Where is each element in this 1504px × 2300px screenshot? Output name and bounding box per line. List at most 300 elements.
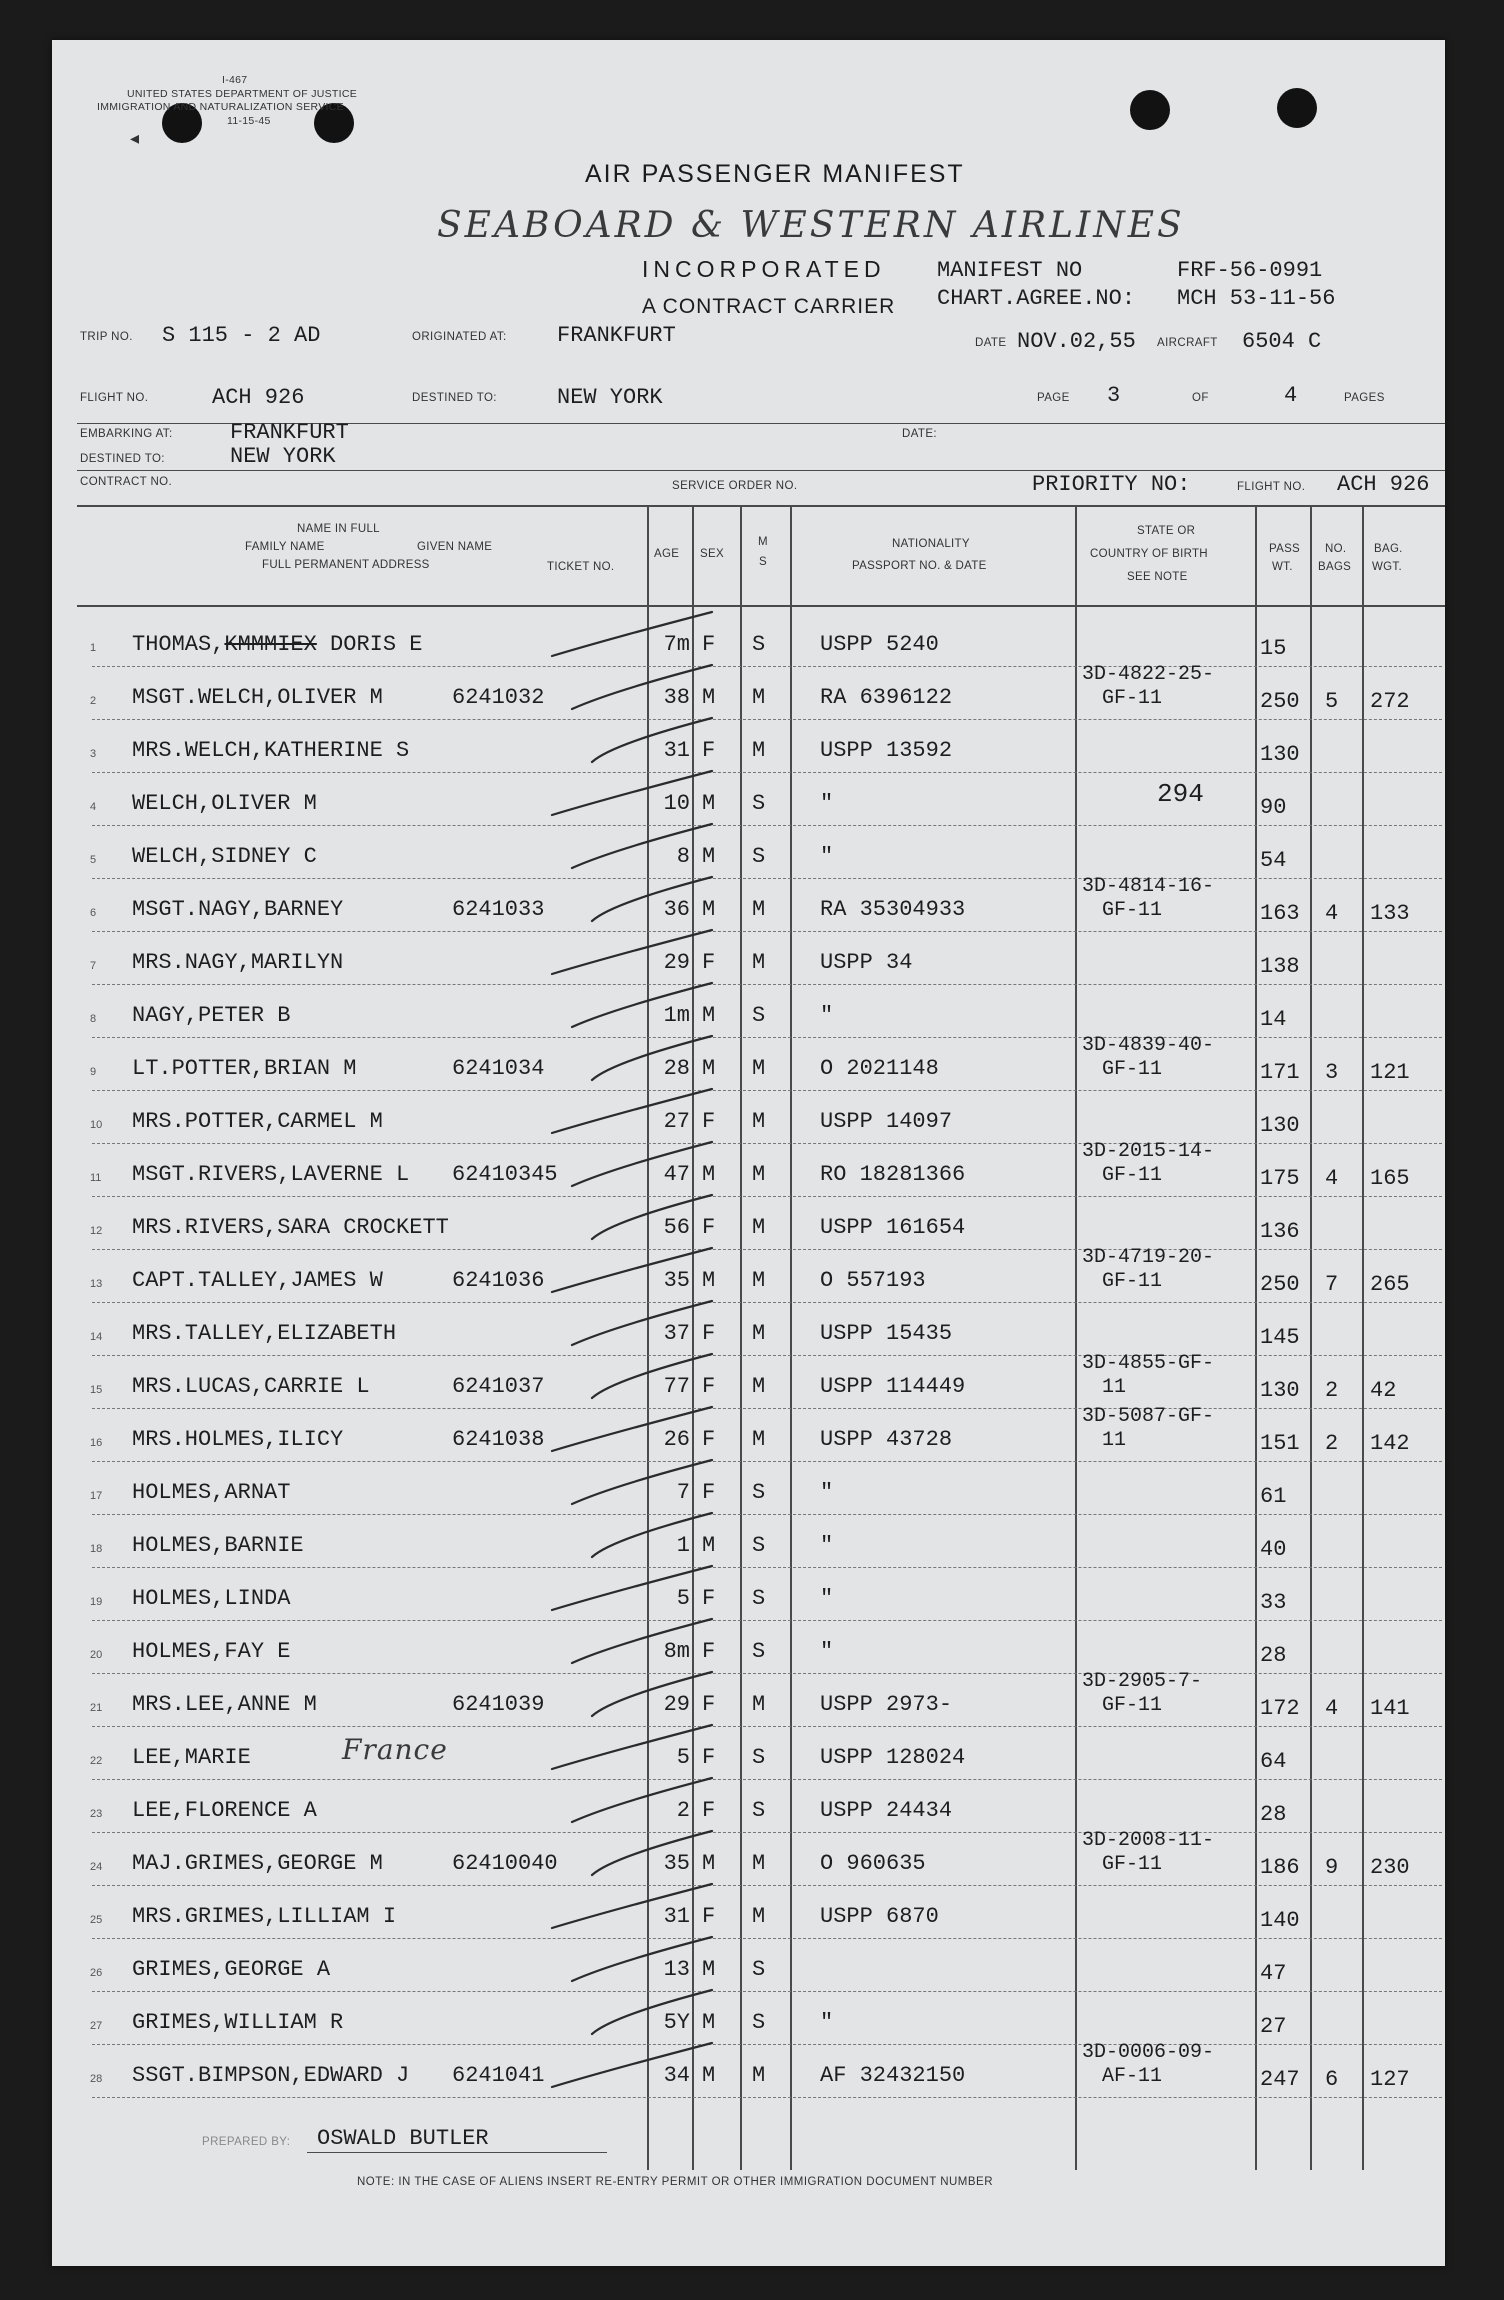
birth-code-2: 11: [1102, 1429, 1127, 1452]
birth-code: 3D-4839-40-: [1082, 1034, 1215, 1057]
aircraft-label: AIRCRAFT: [1157, 337, 1218, 349]
passenger-weight: 54: [1260, 848, 1287, 873]
passenger-sex: M: [702, 897, 716, 922]
marital-status: S: [752, 632, 766, 657]
passenger-weight: 145: [1260, 1325, 1300, 1350]
bag-count: 5: [1325, 689, 1339, 714]
of-value: 4: [1284, 383, 1298, 408]
passenger-age: 5: [676, 1745, 690, 1770]
col-header-bagwgt1: BAG.: [1374, 543, 1403, 555]
row-number: 3: [90, 748, 97, 760]
passport-number: ": [820, 791, 834, 816]
manifest-title: AIR PASSENGER MANIFEST: [585, 160, 965, 188]
agency-line-1: UNITED STATES DEPARTMENT OF JUSTICE: [127, 88, 358, 100]
row-number: 10: [90, 1119, 103, 1131]
bag-count: 4: [1325, 901, 1339, 926]
passenger-age: 7m: [663, 632, 690, 657]
col-header-ms-m: M: [758, 536, 768, 548]
bag-weight: 121: [1370, 1060, 1410, 1085]
contract-no-label: CONTRACT NO.: [80, 476, 173, 488]
passenger-sex: F: [702, 1374, 716, 1399]
passenger-weight: 40: [1260, 1537, 1287, 1562]
passport-number: USPP 5240: [820, 632, 939, 657]
birth-code: 3D-0006-09-: [1082, 2041, 1215, 2064]
birth-code: 3D-4822-25-: [1082, 663, 1215, 686]
col-header-given: GIVEN NAME: [417, 541, 493, 553]
bag-count: 4: [1325, 1166, 1339, 1191]
passport-number: RA 6396122: [820, 685, 953, 710]
check-stroke: [572, 824, 712, 868]
col-header-bags1: NO.: [1325, 543, 1347, 555]
passport-number: RO 18281366: [820, 1162, 966, 1187]
row-number: 21: [90, 1702, 103, 1714]
passenger-name: MSGT.WELCH,OLIVER M: [132, 685, 383, 710]
passenger-name: LT.POTTER,BRIAN M: [132, 1056, 357, 1081]
passenger-weight: 47: [1260, 1961, 1287, 1986]
passenger-age: 8m: [663, 1639, 690, 1664]
passport-number: USPP 34: [820, 950, 913, 975]
priority-label: PRIORITY NO:: [1032, 472, 1191, 497]
marital-status: S: [752, 2010, 766, 2035]
passenger-name: MSGT.NAGY,BARNEY: [132, 897, 344, 922]
struck-text: KMMMIEX: [224, 632, 317, 657]
row-number: 2: [90, 695, 97, 707]
passenger-sex: F: [702, 950, 716, 975]
passenger-age: 31: [663, 1904, 690, 1929]
check-stroke: [592, 1513, 712, 1557]
col-header-age: AGE: [654, 548, 680, 560]
passenger-name: MSGT.RIVERS,LAVERNE L: [132, 1162, 410, 1187]
row-number: 14: [90, 1331, 103, 1343]
bag-count: 3: [1325, 1060, 1339, 1085]
passport-number: USPP 14097: [820, 1109, 953, 1134]
passenger-name: MRS.TALLEY,ELIZABETH: [132, 1321, 397, 1346]
row-number: 17: [90, 1490, 103, 1502]
marital-status: M: [752, 1374, 766, 1399]
row-number: 22: [90, 1755, 103, 1767]
passenger-age: 29: [663, 950, 690, 975]
passenger-weight: 90: [1260, 795, 1287, 820]
check-stroke: [592, 1354, 712, 1398]
form-date: 11-15-45: [227, 115, 271, 127]
birth-code-2: GF-11: [1102, 1164, 1163, 1187]
check-stroke: [592, 1036, 712, 1080]
passenger-sex: M: [702, 2010, 716, 2035]
contract-carrier-label: A CONTRACT CARRIER: [642, 295, 896, 318]
passenger-age: 37: [663, 1321, 690, 1346]
passenger-sex: F: [702, 1109, 716, 1134]
passenger-sex: F: [702, 1586, 716, 1611]
passport-number: USPP 24434: [820, 1798, 953, 1823]
passenger-age: 35: [663, 1851, 690, 1876]
flight-no-value: ACH 926: [212, 385, 305, 410]
check-stroke: [592, 1990, 712, 2034]
passenger-sex: M: [702, 2063, 716, 2088]
originated-label: ORIGINATED AT:: [412, 331, 507, 343]
passport-number: O 557193: [820, 1268, 926, 1293]
passenger-sex: M: [702, 1268, 716, 1293]
page-label: PAGE: [1037, 392, 1070, 404]
passenger-age: 5Y: [663, 2010, 690, 2035]
passenger-age: 28: [663, 1056, 690, 1081]
row-number: 15: [90, 1384, 103, 1396]
check-stroke: [552, 1566, 712, 1610]
passenger-sex: F: [702, 1321, 716, 1346]
passenger-sex: M: [702, 1056, 716, 1081]
passenger-age: 2: [676, 1798, 690, 1823]
passenger-age: 13: [663, 1957, 690, 1982]
passenger-name: MAJ.GRIMES,GEORGE M: [132, 1851, 383, 1876]
passport-number: ": [820, 1003, 834, 1028]
flight-no2-value: ACH 926: [1337, 472, 1430, 497]
passenger-age: 34: [663, 2063, 690, 2088]
bag-weight: 42: [1370, 1378, 1397, 1403]
passenger-weight: 151: [1260, 1431, 1300, 1456]
passport-number: USPP 15435: [820, 1321, 953, 1346]
col-header-state3: SEE NOTE: [1127, 571, 1188, 583]
handwritten-check-marks: [52, 40, 1445, 2266]
rule: [307, 2152, 607, 2153]
passenger-sex: F: [702, 1215, 716, 1240]
row-number: 12: [90, 1225, 103, 1237]
row-number: 20: [90, 1649, 103, 1661]
passenger-name: LEE,MARIE: [132, 1745, 251, 1770]
passenger-age: 27: [663, 1109, 690, 1134]
passenger-weight: 61: [1260, 1484, 1287, 1509]
col-header-state1: STATE OR: [1137, 525, 1196, 537]
bag-count: 7: [1325, 1272, 1339, 1297]
check-stroke: [592, 1195, 712, 1239]
check-stroke: [552, 612, 712, 656]
passenger-age: 77: [663, 1374, 690, 1399]
passenger-weight: 14: [1260, 1007, 1287, 1032]
passenger-name: THOMAS,KMMMIEX DORIS E: [132, 632, 423, 657]
passport-number: ": [820, 844, 834, 869]
ticket-number: 6241039: [452, 1692, 545, 1717]
passenger-name: MRS.HOLMES,ILICY: [132, 1427, 344, 1452]
check-stroke: [552, 1089, 712, 1133]
passport-number: USPP 6870: [820, 1904, 939, 1929]
passenger-age: 10: [663, 791, 690, 816]
bag-weight: 141: [1370, 1696, 1410, 1721]
birth-code-2: GF-11: [1102, 899, 1163, 922]
check-stroke: [572, 1301, 712, 1345]
passenger-sex: F: [702, 1639, 716, 1664]
passenger-name: MRS.NAGY,MARILYN: [132, 950, 344, 975]
birth-code: 3D-2905-7-: [1082, 1670, 1203, 1693]
passenger-weight: 136: [1260, 1219, 1300, 1244]
birth-code: 3D-5087-GF-: [1082, 1405, 1215, 1428]
destined2-value: NEW YORK: [230, 444, 336, 469]
pages-label: PAGES: [1344, 392, 1385, 404]
marital-status: M: [752, 1904, 766, 1929]
marital-status: M: [752, 685, 766, 710]
marital-status: M: [752, 1321, 766, 1346]
ticket-number: 6241041: [452, 2063, 545, 2088]
check-stroke: [572, 665, 712, 709]
marital-status: S: [752, 1533, 766, 1558]
passenger-age: 7: [676, 1480, 690, 1505]
chart-agree-value: MCH 53-11-56: [1177, 286, 1336, 311]
passenger-name: MRS.WELCH,KATHERINE S: [132, 738, 410, 763]
date-value: NOV.02,55: [1017, 329, 1136, 354]
birth-code: 3D-2015-14-: [1082, 1140, 1215, 1163]
passenger-sex: F: [702, 1798, 716, 1823]
passenger-sex: F: [702, 1480, 716, 1505]
passenger-age: 56: [663, 1215, 690, 1240]
row-number: 27: [90, 2020, 103, 2032]
passenger-weight: 130: [1260, 1378, 1300, 1403]
passenger-name: GRIMES,WILLIAM R: [132, 2010, 344, 2035]
passport-number: ": [820, 1586, 834, 1611]
birth-code-2: GF-11: [1102, 687, 1163, 710]
birth-code: 3D-4855-GF-: [1082, 1352, 1215, 1375]
row-number: 19: [90, 1596, 103, 1608]
col-header-passport: PASSPORT NO. & DATE: [852, 560, 987, 572]
marital-status: M: [752, 2063, 766, 2088]
trip-no-value: S 115 - 2 AD: [162, 323, 321, 348]
flight-no2-label: FLIGHT NO.: [1237, 481, 1306, 493]
marital-status: S: [752, 1798, 766, 1823]
ticket-number: 6241038: [452, 1427, 545, 1452]
passenger-sex: M: [702, 685, 716, 710]
check-stroke: [572, 1619, 712, 1663]
of-label: OF: [1192, 392, 1209, 404]
passenger-sex: F: [702, 1745, 716, 1770]
bag-count: 2: [1325, 1378, 1339, 1403]
row-number: 13: [90, 1278, 103, 1290]
ticket-number: 6241032: [452, 685, 545, 710]
passenger-name: MRS.POTTER,CARMEL M: [132, 1109, 383, 1134]
col-header-family: FAMILY NAME: [245, 541, 325, 553]
marital-status: S: [752, 1586, 766, 1611]
passenger-weight: 138: [1260, 954, 1300, 979]
passenger-name: LEE,FLORENCE A: [132, 1798, 317, 1823]
passenger-sex: F: [702, 1427, 716, 1452]
check-stroke: [552, 1248, 712, 1292]
marital-status: M: [752, 1109, 766, 1134]
col-header-pass2: WT.: [1272, 561, 1293, 573]
row-number: 26: [90, 1967, 103, 1979]
page-value: 3: [1107, 383, 1121, 408]
passport-number: O 960635: [820, 1851, 926, 1876]
passport-number: USPP 161654: [820, 1215, 966, 1240]
passport-number: O 2021148: [820, 1056, 939, 1081]
service-order-label: SERVICE ORDER NO.: [672, 480, 798, 492]
passenger-sex: M: [702, 1003, 716, 1028]
birth-code: 294: [1157, 779, 1204, 809]
check-stroke: [552, 771, 712, 815]
birth-code-2: GF-11: [1102, 1853, 1163, 1876]
embarking-label: EMBARKING AT:: [80, 428, 173, 440]
birth-code: 3D-4814-16-: [1082, 875, 1215, 898]
marital-status: S: [752, 844, 766, 869]
passport-number: RA 35304933: [820, 897, 966, 922]
passenger-name: MRS.LEE,ANNE M: [132, 1692, 317, 1717]
check-stroke: [552, 2043, 712, 2087]
passenger-name: HOLMES,ARNAT: [132, 1480, 291, 1505]
agency-line-2: IMMIGRATION AND NATURALIZATION SERVICE: [97, 101, 344, 113]
passenger-weight: 171: [1260, 1060, 1300, 1085]
check-stroke: [572, 1142, 712, 1186]
passenger-sex: F: [702, 632, 716, 657]
passenger-age: 1: [676, 1533, 690, 1558]
row-number: 28: [90, 2073, 103, 2085]
row-number: 16: [90, 1437, 103, 1449]
passenger-sex: M: [702, 844, 716, 869]
passenger-age: 5: [676, 1586, 690, 1611]
date2-label: DATE:: [902, 428, 938, 440]
birth-code-2: 11: [1102, 1376, 1127, 1399]
passenger-weight: 33: [1260, 1590, 1287, 1615]
passenger-weight: 15: [1260, 636, 1287, 661]
originated-value: FRANKFURT: [557, 323, 676, 348]
bag-count: 6: [1325, 2067, 1339, 2092]
incorporated-label: INCORPORATED: [642, 256, 886, 282]
passenger-name: MRS.GRIMES,LILLIAM I: [132, 1904, 397, 1929]
bag-weight: 142: [1370, 1431, 1410, 1456]
marital-status: S: [752, 1639, 766, 1664]
passenger-sex: M: [702, 1851, 716, 1876]
bag-weight: 265: [1370, 1272, 1410, 1297]
ticket-number: 62410345: [452, 1162, 558, 1187]
marital-status: M: [752, 1268, 766, 1293]
marital-status: S: [752, 791, 766, 816]
passenger-name: WELCH,SIDNEY C: [132, 844, 317, 869]
passport-number: USPP 2973-: [820, 1692, 953, 1717]
marital-status: M: [752, 950, 766, 975]
manifest-no-value: FRF-56-0991: [1177, 258, 1323, 283]
passenger-sex: F: [702, 1904, 716, 1929]
passenger-name: MRS.RIVERS,SARA CROCKETT: [132, 1215, 449, 1240]
passenger-weight: 175: [1260, 1166, 1300, 1191]
row-number: 18: [90, 1543, 103, 1555]
passenger-weight: 140: [1260, 1908, 1300, 1933]
passenger-weight: 163: [1260, 901, 1300, 926]
passport-number: USPP 43728: [820, 1427, 953, 1452]
row-number: 5: [90, 854, 97, 866]
prepared-by-value: OSWALD BUTLER: [317, 2126, 489, 2151]
passenger-sex: M: [702, 1162, 716, 1187]
marital-status: M: [752, 1427, 766, 1452]
passport-number: AF 32432150: [820, 2063, 966, 2088]
passenger-weight: 172: [1260, 1696, 1300, 1721]
col-header-name: NAME IN FULL: [297, 523, 380, 535]
birth-code-2: AF-11: [1102, 2065, 1163, 2088]
ticket-number: 6241033: [452, 897, 545, 922]
passenger-name: SSGT.BIMPSON,EDWARD J: [132, 2063, 410, 2088]
passport-number: ": [820, 1480, 834, 1505]
check-stroke: [572, 1778, 712, 1822]
flight-no-label: FLIGHT NO.: [80, 392, 149, 404]
passenger-age: 38: [663, 685, 690, 710]
airline-name: SEABOARD & WESTERN AIRLINES: [437, 205, 1185, 246]
passenger-weight: 130: [1260, 742, 1300, 767]
row-number: 1: [90, 642, 97, 654]
bag-count: 2: [1325, 1431, 1339, 1456]
marital-status: M: [752, 738, 766, 763]
manifest-page: [52, 40, 1445, 2266]
marital-status: S: [752, 1480, 766, 1505]
col-header-ms-s: S: [759, 556, 767, 568]
passenger-weight: 247: [1260, 2067, 1300, 2092]
check-stroke: [572, 1460, 712, 1504]
passenger-weight: 28: [1260, 1643, 1287, 1668]
marital-status: M: [752, 1851, 766, 1876]
trip-no-label: TRIP NO.: [80, 331, 133, 343]
passenger-weight: 186: [1260, 1855, 1300, 1880]
passport-number: USPP 128024: [820, 1745, 966, 1770]
row-number: 8: [90, 1013, 97, 1025]
col-header-state2: COUNTRY OF BIRTH: [1090, 548, 1208, 560]
destined-label: DESTINED TO:: [412, 392, 497, 404]
passenger-sex: F: [702, 1692, 716, 1717]
passenger-sex: M: [702, 1957, 716, 1982]
form-number: I-467: [222, 74, 248, 86]
mark: ◂: [130, 128, 140, 148]
destined-value: NEW YORK: [557, 385, 663, 410]
col-header-ticket: TICKET NO.: [547, 561, 615, 573]
passenger-age: 36: [663, 897, 690, 922]
marital-status: M: [752, 1056, 766, 1081]
check-stroke: [572, 1937, 712, 1981]
bag-weight: 127: [1370, 2067, 1410, 2092]
marital-status: M: [752, 1162, 766, 1187]
check-stroke: [552, 1725, 712, 1769]
passenger-sex: M: [702, 1533, 716, 1558]
row-number: 6: [90, 907, 97, 919]
bag-weight: 165: [1370, 1166, 1410, 1191]
passenger-name: HOLMES,FAY E: [132, 1639, 291, 1664]
col-header-bagwgt2: WGT.: [1372, 561, 1402, 573]
marital-status: M: [752, 1692, 766, 1717]
col-header-pass1: PASS: [1269, 543, 1301, 555]
row-number: 9: [90, 1066, 97, 1078]
passenger-age: 29: [663, 1692, 690, 1717]
passport-number: USPP 13592: [820, 738, 953, 763]
bag-count: 4: [1325, 1696, 1339, 1721]
check-stroke: [592, 877, 712, 921]
col-header-sex: SEX: [700, 548, 724, 560]
chart-agree-label: CHART.AGREE.NO:: [937, 286, 1136, 311]
col-header-address: FULL PERMANENT ADDRESS: [262, 559, 430, 571]
ticket-number: 6241034: [452, 1056, 545, 1081]
passenger-name: MRS.LUCAS,CARRIE L: [132, 1374, 370, 1399]
row-number: 4: [90, 801, 97, 813]
check-stroke: [592, 718, 712, 762]
passenger-weight: 28: [1260, 1802, 1287, 1827]
col-header-bags2: BAGS: [1318, 561, 1352, 573]
passenger-age: 31: [663, 738, 690, 763]
check-stroke: [552, 930, 712, 974]
passenger-age: 35: [663, 1268, 690, 1293]
footnote: NOTE: IN THE CASE OF ALIENS INSERT RE-ENTRY PERMIT OR OTHER IMMIGRATION DOCUMENT NUMBER: [357, 2176, 994, 2188]
passenger-weight: 250: [1260, 689, 1300, 714]
row-number: 23: [90, 1808, 103, 1820]
destined2-label: DESTINED TO:: [80, 453, 165, 465]
manifest-no-label: MANIFEST NO: [937, 258, 1083, 283]
check-stroke: [552, 1407, 712, 1451]
row-number: 11: [90, 1172, 102, 1184]
check-stroke: [552, 1884, 712, 1928]
bag-weight: 272: [1370, 689, 1410, 714]
bag-count: 9: [1325, 1855, 1339, 1880]
row-number: 7: [90, 960, 97, 972]
row-number: 25: [90, 1914, 103, 1926]
passenger-age: 1m: [663, 1003, 690, 1028]
passenger-name: HOLMES,LINDA: [132, 1586, 291, 1611]
ticket-number: 6241037: [452, 1374, 545, 1399]
